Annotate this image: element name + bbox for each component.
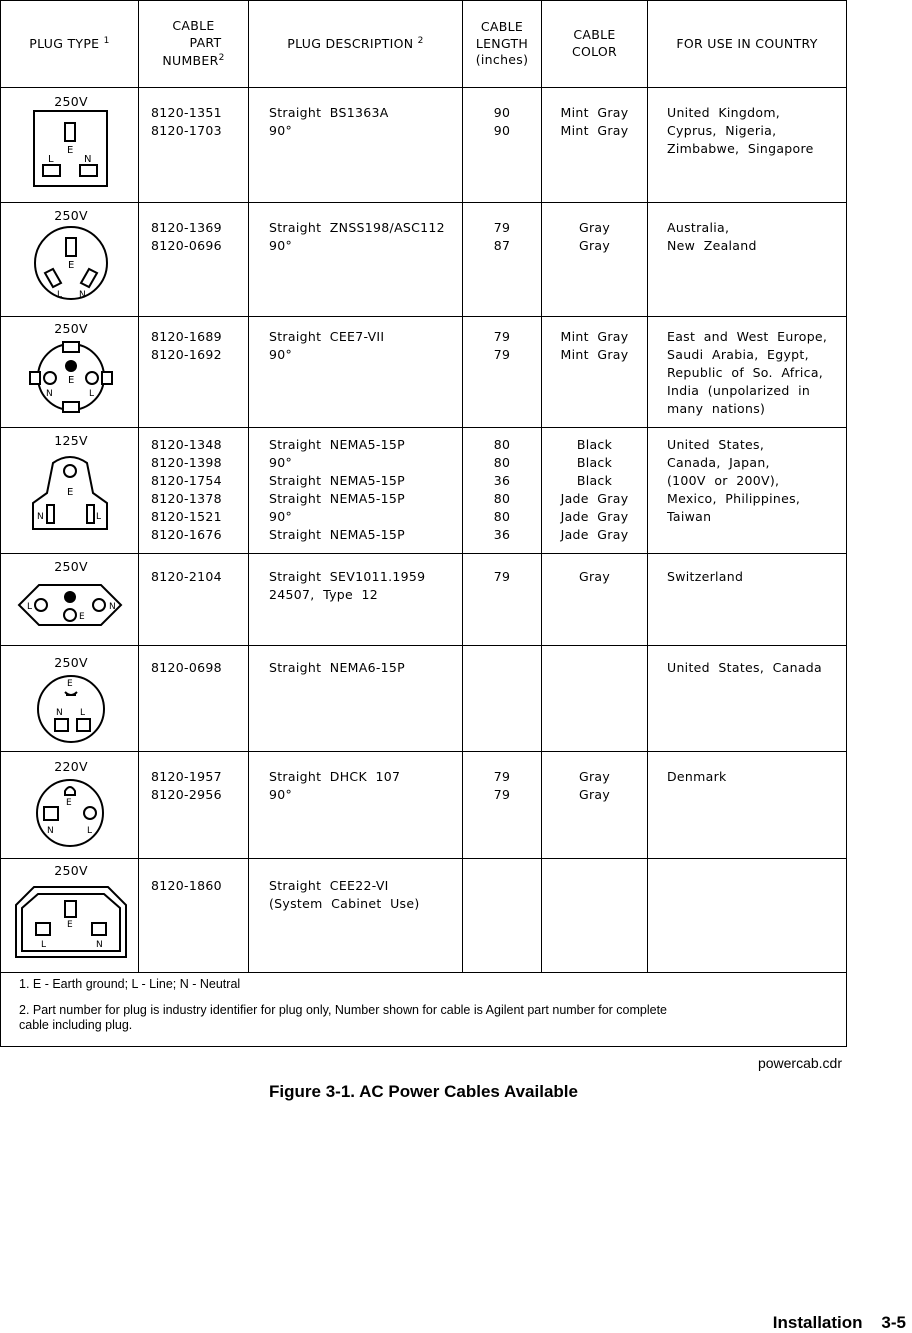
as3112-plug-icon: [31, 223, 111, 303]
plug-descriptions: Straight BS1363A 90°: [269, 105, 389, 139]
table-notes: [19, 977, 667, 1044]
earth-label: E: [66, 798, 72, 808]
header-country: [648, 1, 846, 87]
earth-label: E: [67, 679, 73, 689]
part-numbers: 8120-1351 8120-1703: [151, 105, 222, 139]
cable-colors: Black Black Black Jade Gray Jade Gray Jade Gray: [560, 437, 629, 543]
countries: United Kingdom, Cyprus, Nigeria, Zimbabwe, Singapore: [667, 105, 814, 157]
neutral-label: N: [47, 826, 54, 836]
cable-lengths: 79 79: [493, 769, 511, 803]
nema5-15p-plug-icon: [29, 451, 111, 533]
plug-descriptions: Straight DHCK 107 90°: [269, 769, 401, 803]
neutral-label: N: [46, 389, 53, 399]
footnote-marker: 2: [417, 35, 424, 46]
line-label: L: [87, 826, 93, 836]
neutral-label: N: [96, 940, 103, 950]
neutral-label: N: [56, 708, 63, 718]
row-divider: [1, 87, 846, 88]
part-numbers: 8120-1369 8120-0696: [151, 220, 222, 254]
header-cable-part-line1: CABLE: [172, 18, 215, 34]
row-divider: [1, 858, 846, 859]
header-plug-type: [1, 1, 138, 87]
voltage-label: 250V: [54, 208, 88, 223]
cable-lengths: 79: [493, 569, 511, 584]
earth-label: E: [79, 612, 85, 622]
row-divider: [1, 751, 846, 752]
header-cable-color: [542, 1, 647, 87]
part-numbers: 8120-1860: [151, 878, 222, 893]
line-label: L: [57, 290, 63, 300]
header-cable-part-line3: NUMBER: [162, 53, 219, 69]
earth-label: E: [67, 920, 73, 930]
header-cable-length-line2: LENGTH: [475, 35, 529, 51]
header-cable-part-line2: PART: [189, 34, 222, 50]
cable-lengths: 79 79: [493, 329, 511, 363]
header-cable-length-line3: (inches): [475, 52, 529, 68]
part-numbers: 8120-0698: [151, 660, 222, 675]
cable-lengths: 79 87: [493, 220, 511, 254]
earth-label: E: [67, 487, 74, 498]
voltage-label: 125V: [54, 433, 88, 448]
note-1: 1. E - Earth ground; L - Line; N - Neutral: [19, 977, 241, 991]
neutral-label: N: [79, 290, 86, 300]
plug-descriptions: Straight SEV1011.1959 24507, Type 12: [269, 569, 426, 603]
voltage-label: 250V: [54, 863, 88, 878]
header-cable-length-line1: CABLE: [480, 18, 524, 34]
cable-colors: Mint Gray Mint Gray: [560, 105, 629, 139]
note-2: 2. Part number for plug is industry identifier for plug only, Number shown for cable is Agilent part number for complete: [19, 1002, 667, 1017]
header-plug-type-label: PLUG TYPE: [29, 36, 100, 52]
line-label: L: [80, 708, 86, 718]
voltage-label: 250V: [54, 94, 88, 109]
voltage-label: 220V: [54, 759, 88, 774]
line-label: L: [48, 154, 54, 165]
voltage-label: 250V: [54, 321, 88, 336]
cable-colors: Gray Gray: [578, 769, 611, 803]
countries: Australia, New Zealand: [667, 220, 757, 254]
cable-colors: Mint Gray Mint Gray: [560, 329, 629, 363]
bs1363-plug-icon: [31, 108, 111, 190]
line-label: L: [89, 389, 95, 399]
line-label: L: [27, 602, 33, 612]
column-divider: [248, 1, 249, 972]
countries: Denmark: [667, 769, 727, 784]
cable-colors: Gray: [578, 569, 611, 584]
earth-label: E: [68, 260, 75, 271]
row-divider: [1, 202, 846, 203]
note-2-continued: cable including plug.: [19, 1018, 133, 1032]
row-divider: [1, 553, 846, 554]
cable-lengths: 80 80 36 80 80 36: [493, 437, 511, 543]
column-divider: [647, 1, 648, 972]
countries: Switzerland: [667, 569, 744, 584]
countries: United States, Canada, Japan, (100V or 200V), Mexico, Philippines, Taiwan: [667, 437, 801, 525]
column-divider: [138, 1, 139, 972]
header-plug-description-label: PLUG DESCRIPTION: [287, 36, 414, 52]
row-divider: [1, 972, 846, 973]
cee22-plug-icon: [14, 883, 128, 959]
neutral-label: N: [109, 602, 116, 612]
line-label: L: [41, 940, 47, 950]
neutral-label: N: [37, 512, 44, 522]
header-plug-description: [249, 1, 462, 87]
row-divider: [1, 427, 846, 428]
nema6-15p-plug-icon: [35, 673, 107, 745]
file-name: powercab.cdr: [757, 1055, 842, 1071]
header-country-label: FOR USE IN COUNTRY: [676, 35, 818, 51]
part-numbers: 8120-2104: [151, 569, 222, 584]
voltage-label: 250V: [54, 655, 88, 670]
footnote-marker: 2: [218, 52, 225, 63]
earth-label: E: [67, 145, 74, 156]
cable-colors: Gray Gray: [578, 220, 611, 254]
footnote-marker: 1: [103, 35, 110, 46]
neutral-label: N: [84, 154, 92, 165]
header-cable-color-line2: COLOR: [571, 44, 618, 59]
plug-descriptions: Straight NEMA6-15P: [269, 660, 406, 675]
header-cable-part-number: [139, 1, 248, 87]
line-label: L: [96, 512, 102, 522]
voltage-label: 250V: [54, 559, 88, 574]
plug-descriptions: Straight NEMA5-15P 90° Straight NEMA5-15P Straight NEMA5-15P 90° Straight NEMA5-15P: [269, 437, 406, 543]
earth-label: E: [68, 375, 75, 386]
row-divider: [1, 645, 846, 646]
header-cable-color-line1: CABLE: [573, 27, 616, 43]
countries: United States, Canada: [667, 660, 823, 675]
sev1011-plug-icon: [17, 581, 123, 629]
figure-caption: Figure 3-1. AC Power Cables Available: [269, 1082, 578, 1101]
page-footer: Installation 3-5: [772, 1313, 906, 1332]
header-cable-length: [463, 1, 541, 87]
plug-descriptions: Straight CEE7-VII 90°: [269, 329, 385, 363]
part-numbers: 8120-1348 8120-1398 8120-1754 8120-1378 8120-1521 8120-1676: [151, 437, 222, 543]
part-numbers: 8120-1957 8120-2956: [151, 769, 222, 803]
cee7-plug-icon: [26, 335, 116, 417]
dhck107-plug-icon: [32, 777, 108, 849]
row-divider: [1, 316, 846, 317]
countries: East and West Europe, Saudi Arabia, Egypt, Republic of So. Africa, India (unpolarized in many nations): [667, 329, 828, 417]
part-numbers: 8120-1689 8120-1692: [151, 329, 222, 363]
plug-descriptions: Straight CEE22-VI (System Cabinet Use): [269, 878, 420, 912]
cable-lengths: 90 90: [493, 105, 511, 139]
plug-descriptions: Straight ZNSS198/ASC112 90°: [269, 220, 445, 254]
